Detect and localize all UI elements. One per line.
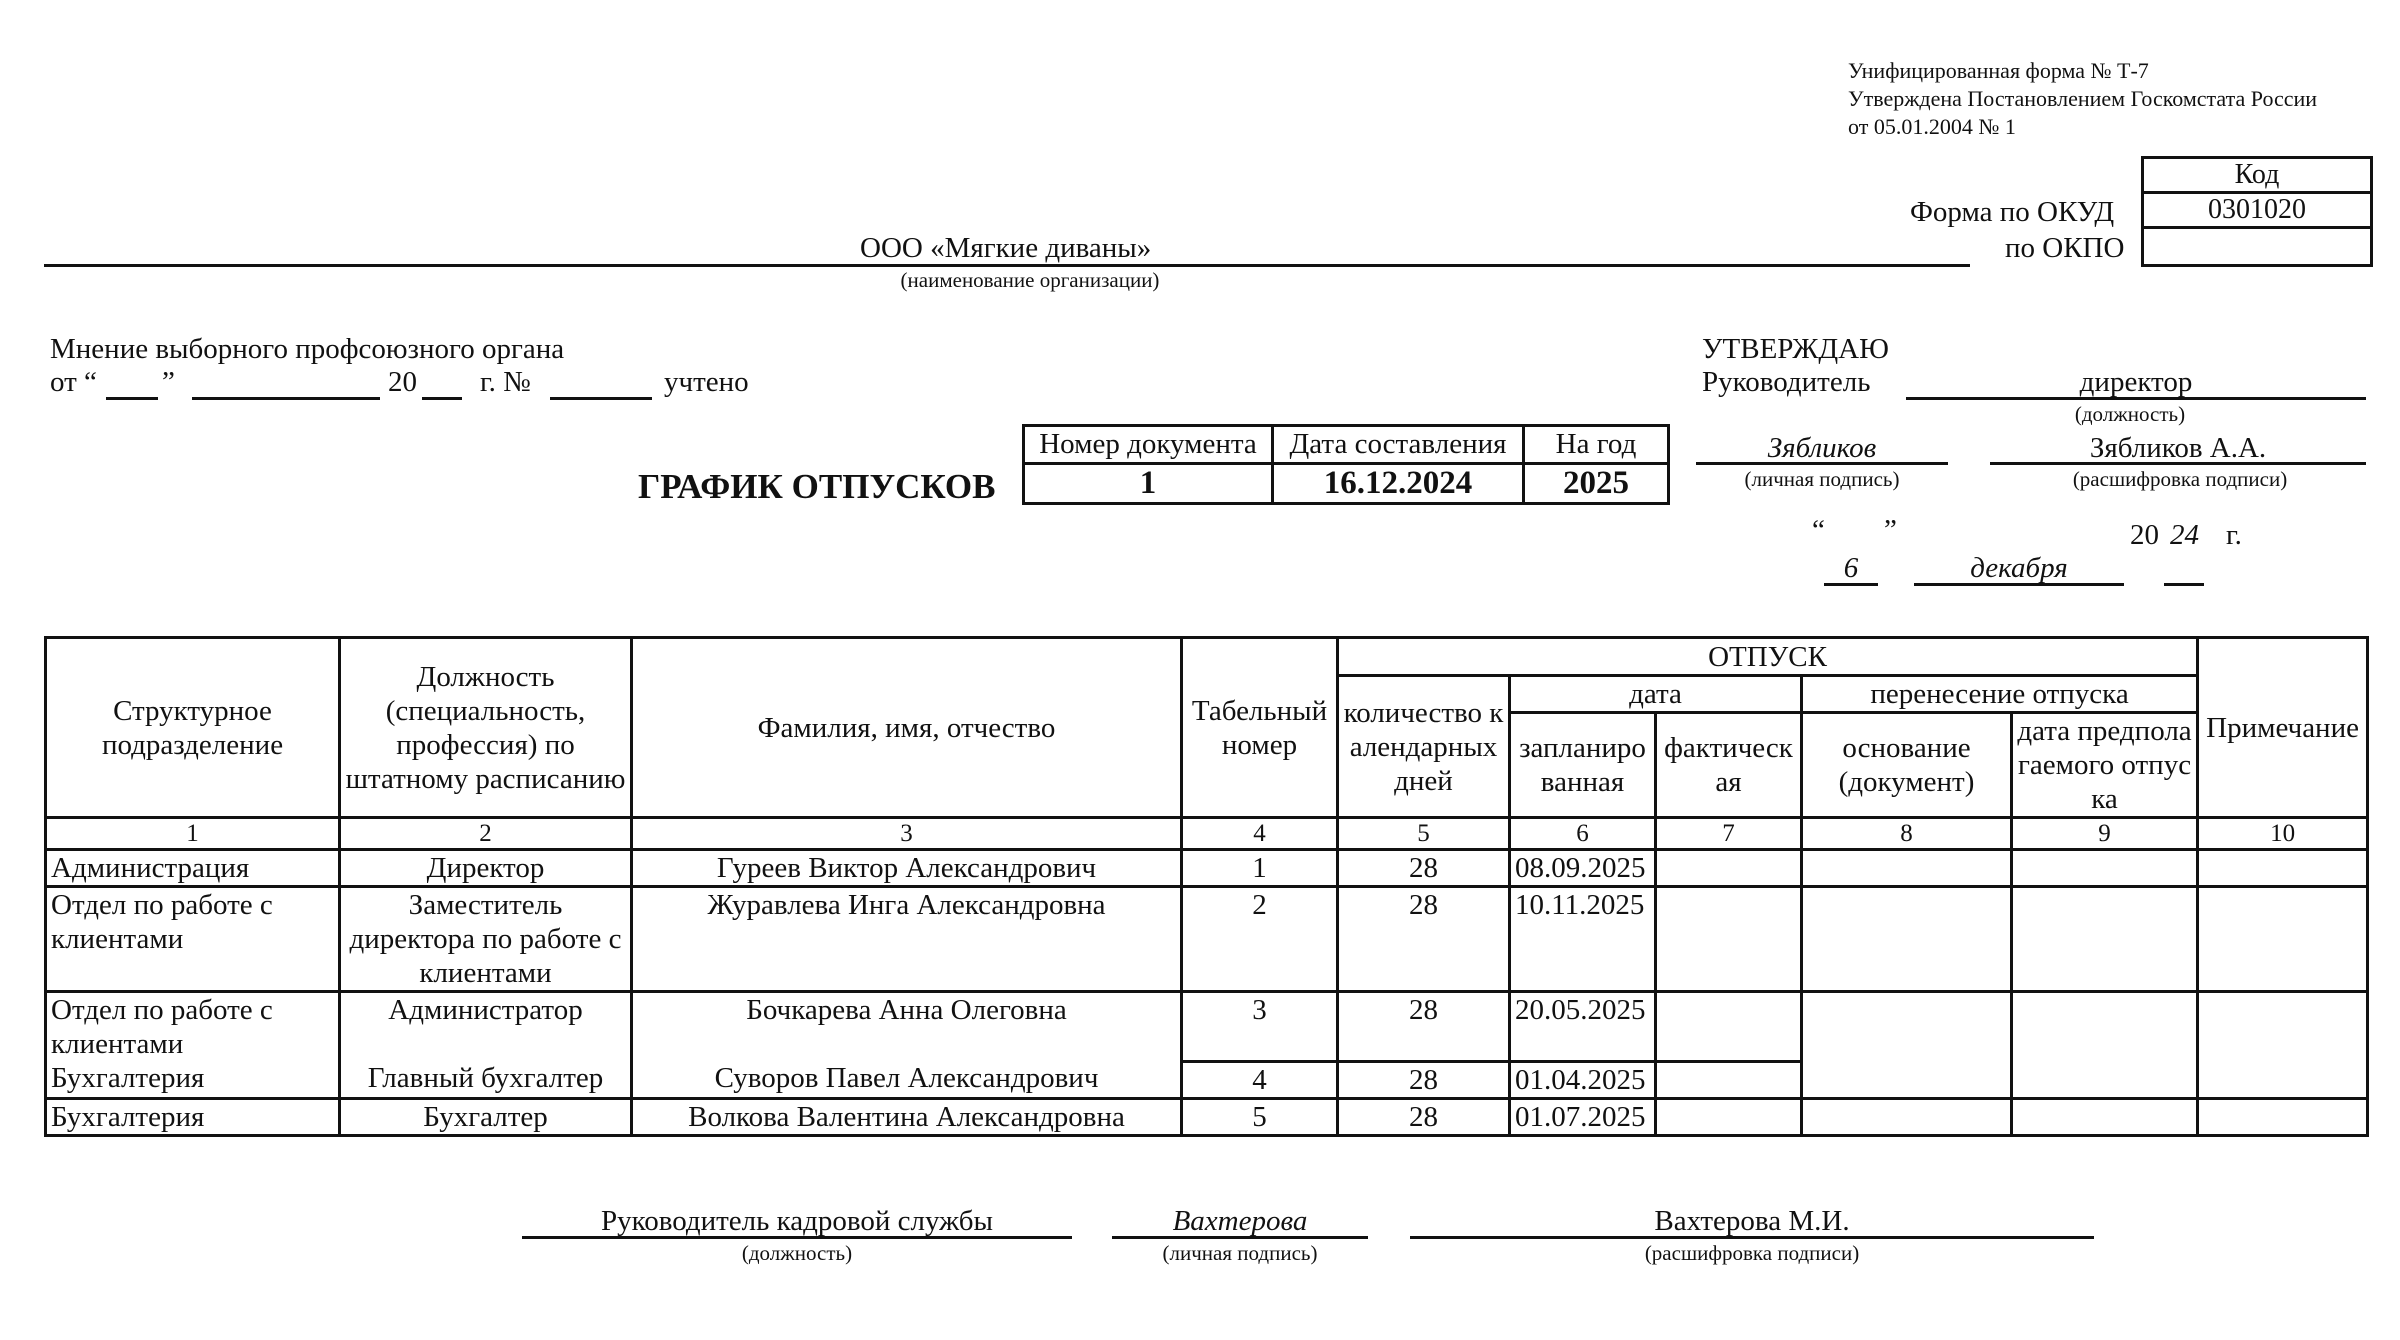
organization-caption: (наименование организации) [900, 268, 1160, 292]
organization-line [44, 264, 1970, 267]
approve-month: декабря [1970, 552, 2068, 584]
cell-position: Администратор [340, 992, 632, 1062]
cell-planned: 08.09.2025 [1510, 850, 1656, 887]
cell-tab: 5 [1182, 1098, 1338, 1135]
cell-days: 28 [1338, 850, 1510, 887]
document-title: ГРАФИК ОТПУСКОВ [638, 467, 996, 506]
approve-day: 6 [1843, 552, 1859, 584]
cell-actual [1656, 1061, 1802, 1098]
cell-position: Директор [340, 850, 632, 887]
approve-position: директор [2079, 366, 2193, 398]
cell-dept: Отдел по работе с клиентами [46, 887, 340, 992]
cell-dept: Бухгалтерия [46, 1061, 340, 1098]
approve-quote-open: “ [1812, 514, 1825, 546]
cell-planned: 20.05.2025 [1510, 992, 1656, 1062]
table-row [46, 850, 2368, 887]
cell-days: 28 [1338, 887, 1510, 992]
cell-dept: Администрация [46, 850, 340, 887]
approve-decoded: Зябликов А.А. [2089, 432, 2267, 464]
organization-name: ООО «Мягкие диваны» [860, 232, 1152, 264]
cell-name: Бочкарева Анна Олеговна [632, 992, 1182, 1062]
header-date: дата [1510, 676, 1802, 713]
cell-days: 28 [1338, 992, 1510, 1062]
union-number-line [550, 397, 652, 400]
okud-label: Форма по ОКУД [1910, 196, 2115, 228]
header-tab: Табельный номер [1182, 638, 1338, 818]
cell-tab: 3 [1182, 992, 1338, 1062]
cell-dept: Отдел по работе с клиентами [46, 992, 340, 1062]
footer-position: Руководитель кадровой службы [600, 1205, 994, 1237]
header-dept: Структурное подразделение [46, 638, 340, 818]
cell-actual [1656, 887, 1802, 992]
okpo-value [2143, 228, 2372, 266]
cell-expected [2012, 887, 2198, 992]
cell-basis [1802, 887, 2012, 992]
approve-year-line [2164, 583, 2204, 586]
union-day-line [106, 397, 158, 400]
col-num: 3 [632, 818, 1182, 850]
union-accounted: учтено [664, 366, 749, 398]
okud-value: 0301020 [2143, 193, 2372, 228]
cell-days: 28 [1338, 1061, 1510, 1098]
footer-signature-line [1112, 1236, 1368, 1239]
cell-name: Журавлева Инга Александровна [632, 887, 1182, 992]
doc-date-header: Дата составления [1273, 426, 1524, 464]
cell-expected [2012, 850, 2198, 887]
col-num: 7 [1656, 818, 1802, 850]
doc-number-header: Номер документа [1024, 426, 1273, 464]
cell-position: Заместитель директора по работе с клиентами [340, 887, 632, 992]
approve-year-suffix: 24 [2170, 519, 2199, 551]
form-header-line2: Утверждена Постановлением Госкомстата России [1848, 86, 2318, 111]
doc-year: 2025 [1524, 464, 1669, 504]
form-header-line3: от 05.01.2004 № 1 [1848, 114, 2016, 139]
cell-tab: 4 [1182, 1061, 1338, 1098]
approve-signature-line [1696, 462, 1948, 465]
cell-planned: 01.07.2025 [1510, 1098, 1656, 1135]
cell-note [2198, 1098, 2368, 1135]
kod-label: Код [2143, 158, 2372, 193]
header-planned: запланированная [1510, 713, 1656, 818]
table-row [46, 992, 2368, 1062]
union-month-line [192, 397, 380, 400]
approve-position-caption: (должность) [2074, 402, 2186, 426]
footer-signature: Вахтерова [1172, 1205, 1308, 1237]
header-expected: дата предполагаемого отпуска [2012, 713, 2198, 818]
union-g-no: г. № [480, 366, 531, 398]
approve-head-label: Руководитель [1702, 366, 1871, 398]
union-line1: Мнение выборного профсоюзного органа [50, 333, 565, 365]
header-basis: основание (документ) [1802, 713, 2012, 818]
col-num: 5 [1338, 818, 1510, 850]
header-note: Примечание [2198, 638, 2368, 818]
approve-g: г. [2226, 519, 2242, 551]
cell-note [2198, 887, 2368, 992]
col-num: 2 [340, 818, 632, 850]
cell-actual [1656, 992, 1802, 1062]
cell-days: 28 [1338, 1098, 1510, 1135]
footer-decoded: Вахтерова М.И. [1654, 1205, 1850, 1237]
approve-year-prefix: 20 [2130, 519, 2159, 551]
col-num: 6 [1510, 818, 1656, 850]
approve-quote-close: ” [1884, 514, 1897, 546]
cell-planned: 10.11.2025 [1510, 887, 1656, 992]
cell-basis [1802, 1098, 2012, 1135]
cell-basis [1802, 850, 2012, 887]
cell-name: Волкова Валентина Александровна [632, 1098, 1182, 1135]
cell-expected [2012, 992, 2198, 1099]
approve-decoded-caption: (расшифровка подписи) [2072, 467, 2288, 491]
approve-day-line [1824, 583, 1878, 586]
footer-decoded-caption: (расшифровка подписи) [1644, 1241, 1860, 1265]
header-vacation: ОТПУСК [1338, 638, 2198, 676]
union-quote-close: ” [162, 366, 175, 398]
cell-actual [1656, 850, 1802, 887]
col-num: 9 [2012, 818, 2198, 850]
cell-expected [2012, 1098, 2198, 1135]
union-year-prefix: 20 [388, 366, 417, 398]
doc-date: 16.12.2024 [1273, 464, 1524, 504]
cell-position: Главный бухгалтер [340, 1061, 632, 1098]
approve-decoded-line [1990, 462, 2366, 465]
vacation-table [44, 636, 2369, 1137]
cell-name: Гуреев Виктор Александрович [632, 850, 1182, 887]
okpo-label: по ОКПО [2005, 232, 2125, 264]
header-transfer: перенесение отпуска [1802, 676, 2198, 713]
document-box [1022, 424, 1670, 505]
doc-year-header: На год [1524, 426, 1669, 464]
header-days: количество календарных дней [1338, 676, 1510, 818]
cell-note [2198, 992, 2368, 1099]
header-name: Фамилия, имя, отчество [632, 638, 1182, 818]
cell-name: Суворов Павел Александрович [632, 1061, 1182, 1098]
cell-tab: 1 [1182, 850, 1338, 887]
approve-position-line [1906, 397, 2366, 400]
col-num: 4 [1182, 818, 1338, 850]
footer-decoded-line [1410, 1236, 2094, 1239]
union-year-line [422, 397, 462, 400]
cell-basis [1802, 992, 2012, 1099]
union-from: от “ [50, 366, 97, 398]
cell-tab: 2 [1182, 887, 1338, 992]
approve-signature-caption: (личная подпись) [1744, 467, 1900, 491]
col-num: 1 [46, 818, 340, 850]
approve-signature: Зябликов [1767, 432, 1877, 464]
footer-position-line [522, 1236, 1072, 1239]
cell-dept: Бухгалтерия [46, 1098, 340, 1135]
table-row [46, 1098, 2368, 1135]
approve-month-line [1914, 583, 2124, 586]
header-position: Должность (специальность, профессия) по штатному расписанию [340, 638, 632, 818]
cell-note [2198, 850, 2368, 887]
cell-actual [1656, 1098, 1802, 1135]
doc-number: 1 [1024, 464, 1273, 504]
codes-box [2141, 156, 2373, 267]
header-actual: фактическая [1656, 713, 1802, 818]
footer-signature-caption: (личная подпись) [1162, 1241, 1318, 1265]
form-header-line1: Унифицированная форма № Т-7 [1848, 58, 2149, 83]
col-num: 10 [2198, 818, 2368, 850]
col-num: 8 [1802, 818, 2012, 850]
table-row [46, 887, 2368, 992]
footer-position-caption: (должность) [741, 1241, 853, 1265]
cell-planned: 01.04.2025 [1510, 1061, 1656, 1098]
approve-title: УТВЕРЖДАЮ [1702, 333, 1889, 365]
cell-position: Бухгалтер [340, 1098, 632, 1135]
